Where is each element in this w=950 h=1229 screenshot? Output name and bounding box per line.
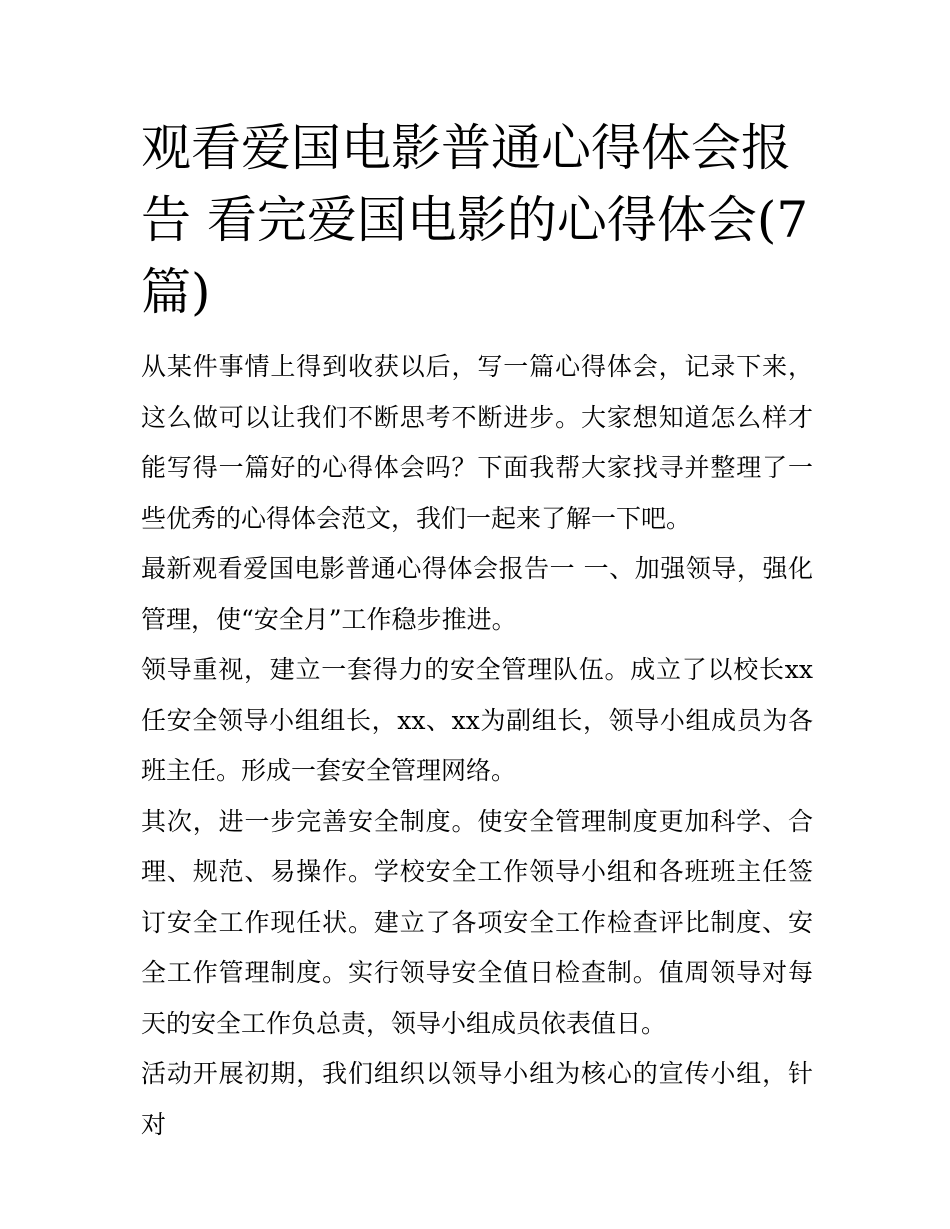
document-body	[141, 342, 813, 1150]
paragraph-intro: 从某件事情上得到收获以后，写一篇心得体会，记录下来，这么做可以让我们不断思考不断进步。大家想知道怎么样才能写得一篇好的心得体会吗？下面我帮大家找寻并整理了一些优秀的心得体会范文，我们一起来了解一下吧。	[141, 352, 813, 533]
paragraph-section-one: 最新观看爱国电影普通心得体会报告一 一、加强领导，强化管理，使“安全月”工作稳步推进。	[141, 554, 813, 634]
document-page	[141, 112, 813, 1150]
paragraph-activity: 活动开展初期，我们组织以领导小组为核心的宣传小组，针对	[141, 1059, 813, 1139]
paragraph-safety-system: 其次，进一步完善安全制度。使安全管理制度更加科学、合理、规范、易操作。学校安全工作领导小组和各班班主任签订安全工作现任状。建立了各项安全工作检查评比制度、安全工作管理制度。实行领导安全值日检查制。值周领导对每天的安全工作负总责，领导小组成员依表值日。	[141, 806, 813, 1038]
document-title: 观看爱国电影普通心得体会报告 看完爱国电影的心得体会(7篇)	[141, 119, 809, 321]
paragraph-leadership: 领导重视，建立一套得力的安全管理队伍。成立了以校长xx任安全领导小组组长，xx、xx为副组长，领导小组成员为各班主任。形成一套安全管理网络。	[141, 655, 813, 785]
